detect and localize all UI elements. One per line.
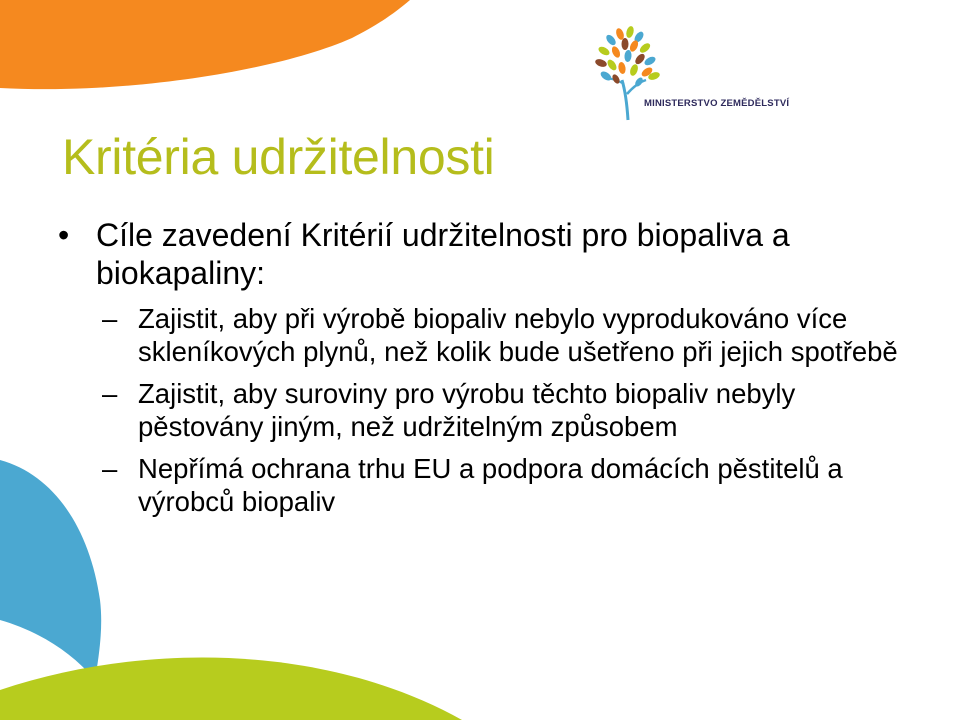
orange-leaf-shape — [0, 0, 410, 89]
dash-mark: – — [102, 453, 118, 484]
sub-bullet-item — [58, 302, 918, 368]
slide-content — [58, 216, 918, 527]
slide-title: Kritéria udržitelnosti — [62, 129, 495, 185]
dash-mark: – — [102, 378, 118, 409]
tree-leaves — [594, 25, 661, 88]
main-bullet-text: Cíle zavedení Kritérií udržitelnosti pro biopaliva a biokapaliny: — [96, 217, 790, 291]
sub-bullet-text: Zajistit, aby při výrobě biopaliv nebylo vyprodukováno více skleníkových plynů, než kolik bude ušetřeno při jejich spotřebě — [138, 303, 898, 367]
ministry-tree-logo — [592, 24, 822, 124]
ministry-logo-text: MINISTERSTVO ZEMĚDĚLSTVÍ — [644, 98, 790, 109]
dash-mark: – — [102, 303, 118, 334]
bullet-mark: • — [58, 217, 70, 253]
sub-bullet-item — [58, 377, 918, 443]
sub-bullet-text: Nepřímá ochrana trhu EU a podpora domácích pěstitelů a výrobců biopaliv — [138, 453, 843, 517]
sub-bullet-list — [58, 302, 918, 518]
main-bullet — [58, 216, 918, 292]
green-wave-shape — [0, 658, 462, 720]
sub-bullet-item — [58, 452, 918, 518]
sub-bullet-text: Zajistit, aby suroviny pro výrobu těchto biopaliv nebyly pěstovány jiným, než udržitelným způsobem — [138, 378, 796, 442]
